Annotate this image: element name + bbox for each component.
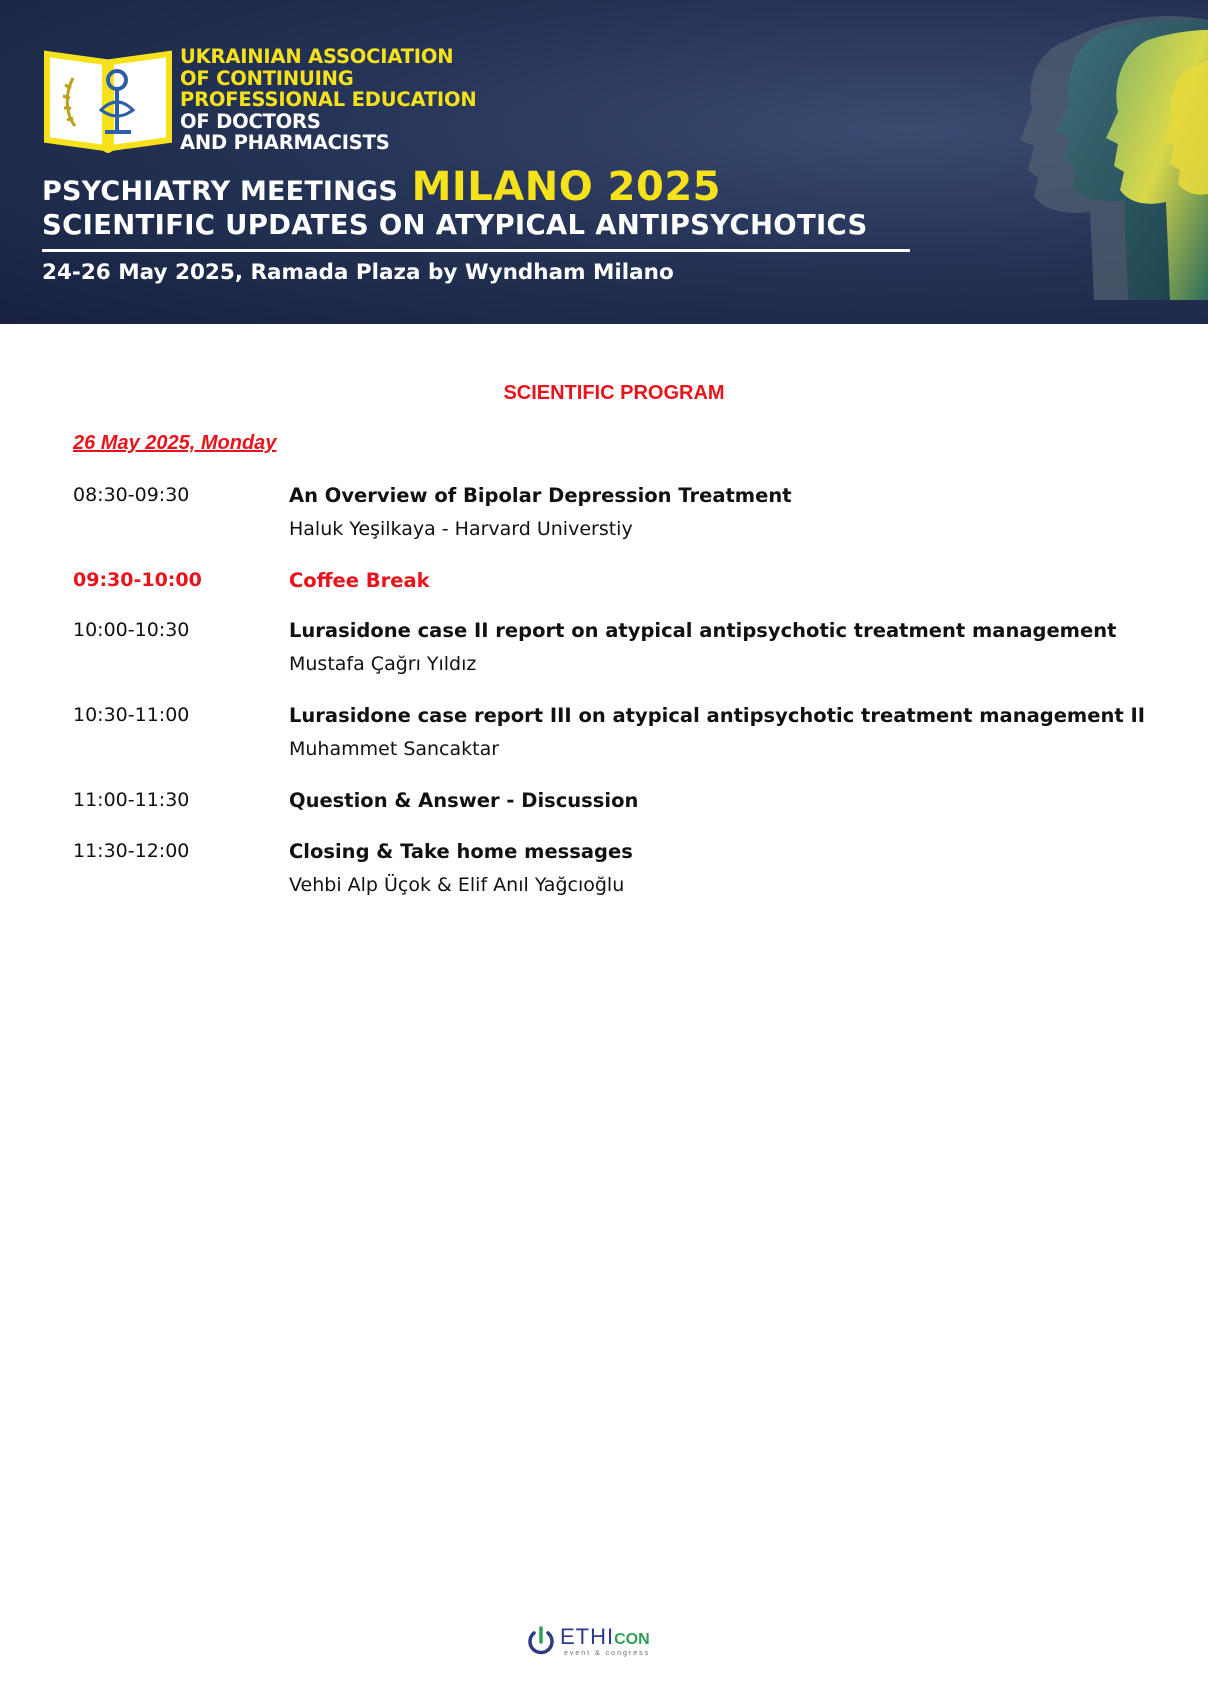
ethicon-logo: [524, 1622, 684, 1662]
program-day: 26 May 2025, Monday: [73, 432, 277, 454]
title-divider: [42, 249, 910, 252]
association-line: PROFESSIONAL EDUCATION: [180, 88, 477, 111]
association-line: OF CONTINUING: [180, 66, 354, 90]
association-line: AND PHARMACISTS: [180, 131, 390, 154]
program-heading: SCIENTIFIC PROGRAM: [503, 382, 725, 404]
association-line: UKRAINIAN ASSOCIATION: [180, 45, 454, 68]
logo-brand-main: ETHI: [560, 1624, 615, 1649]
session-title: An Overview of Bipolar Depression Treatment: [289, 484, 792, 507]
session-time: 09:30-10:00: [73, 569, 202, 591]
faces-illustration-icon: [998, 0, 1208, 324]
session-speaker: Mustafa Çağrı Yıldız: [289, 653, 477, 675]
session-time: 11:30-12:00: [73, 840, 190, 862]
session-time: 10:30-11:00: [73, 704, 190, 726]
association-name: [180, 46, 510, 154]
session-time: 08:30-09:30: [73, 484, 190, 506]
session-title: Coffee Break: [289, 569, 430, 592]
session-speaker: Muhammet Sancaktar: [289, 738, 500, 760]
event-title-highlight: MILANO 2025: [411, 164, 721, 210]
session-time: 10:00-10:30: [73, 619, 190, 641]
session-title: Question & Answer - Discussion: [289, 789, 639, 812]
session-speaker: Haluk Yeşilkaya - Harvard Universtiy: [289, 518, 633, 540]
association-line: OF DOCTORS: [180, 109, 321, 133]
event-venue: 24-26 May 2025, Ramada Plaza by Wyndham Milano: [42, 260, 674, 285]
event-title: [42, 164, 721, 210]
session-title: Lurasidone case report III on atypical antipsychotic treatment management II: [289, 704, 1145, 727]
association-book-logo-icon: [43, 48, 173, 154]
logo-brand-suffix: CON: [614, 1631, 650, 1648]
logo-tagline: event & congress: [564, 1650, 651, 1657]
power-icon: [524, 1624, 558, 1658]
event-title-prefix: PSYCHIATRY MEETINGS: [42, 176, 398, 207]
event-subtitle: SCIENTIFIC UPDATES ON ATYPICAL ANTIPSYCHOTICS: [42, 209, 868, 241]
session-title: Closing & Take home messages: [289, 840, 633, 863]
session-time: 11:00-11:30: [73, 789, 190, 811]
logo-brand: [560, 1624, 650, 1650]
header-banner: [0, 0, 1208, 324]
session-speaker: Vehbi Alp Üçok & Elif Anıl Yağcıoğlu: [289, 874, 625, 896]
session-title: Lurasidone case II report on atypical antipsychotic treatment management: [289, 619, 1117, 642]
